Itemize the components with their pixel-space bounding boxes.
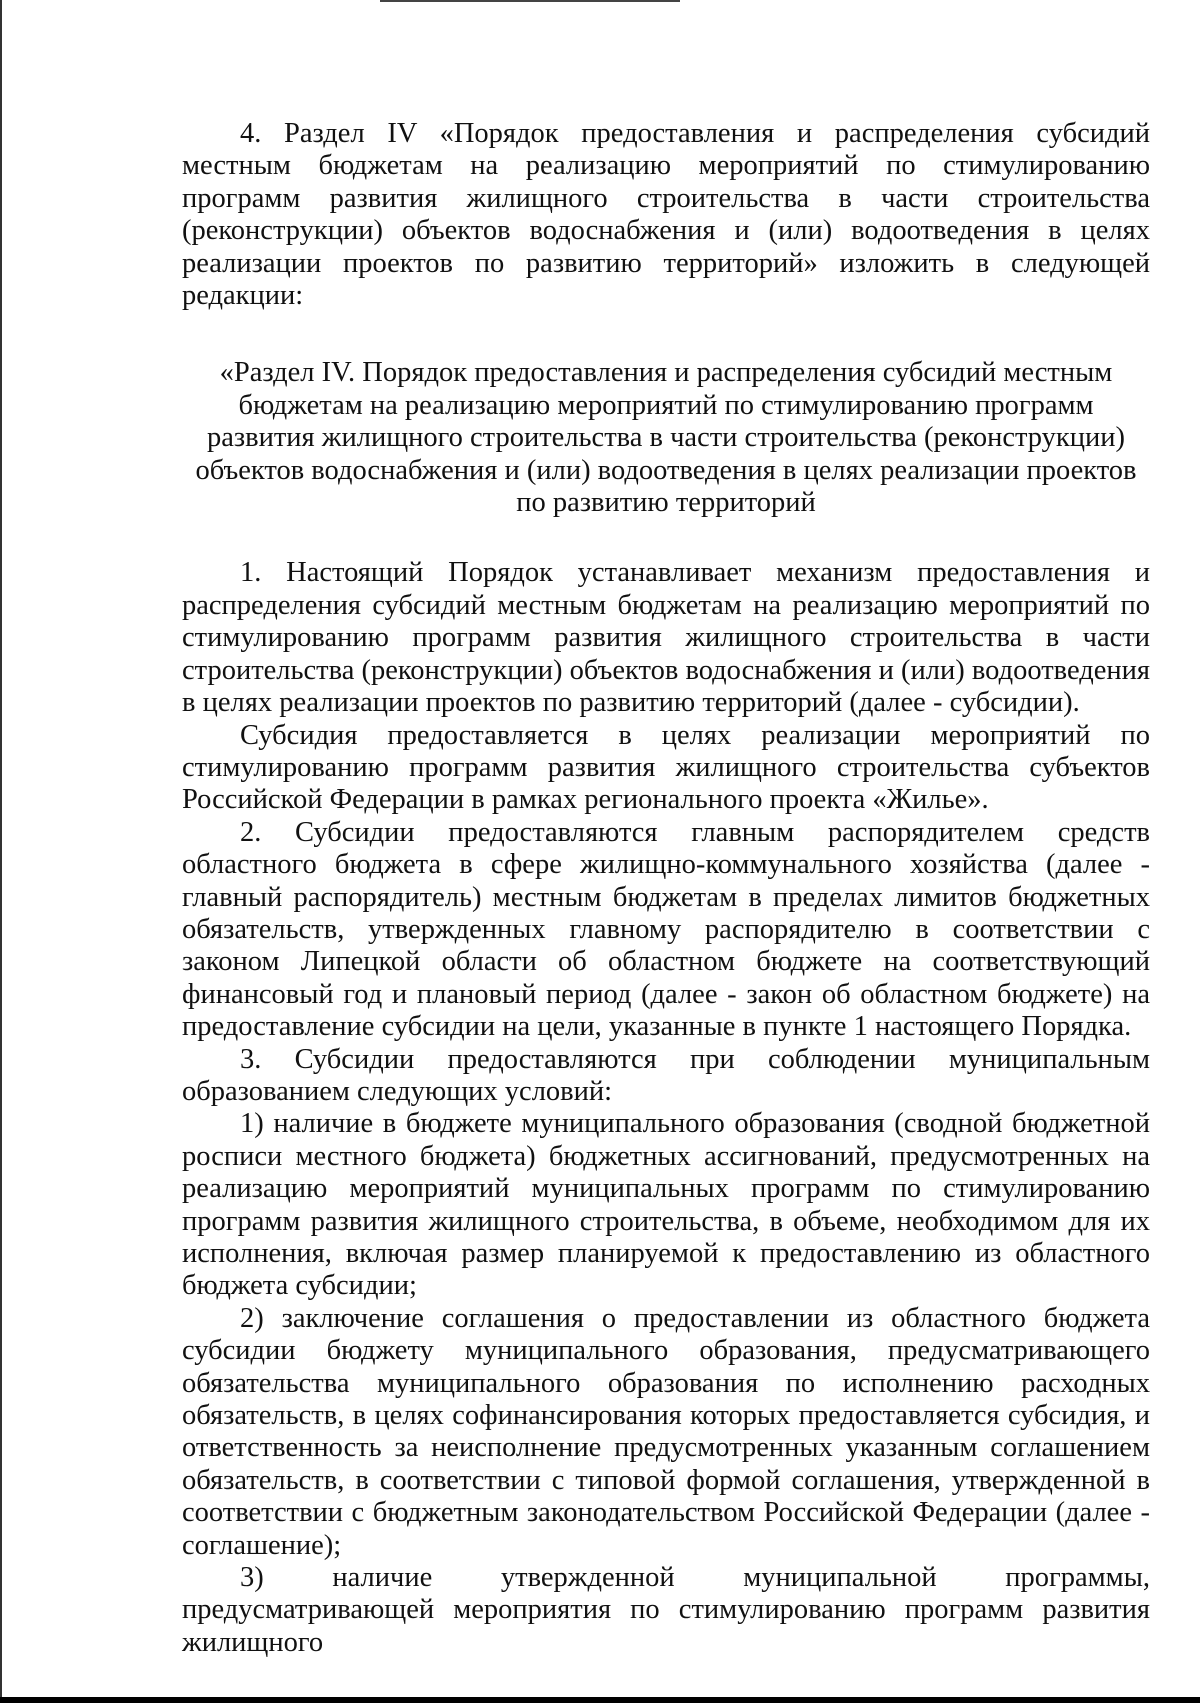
scan-bottom-edge xyxy=(0,1697,1200,1703)
condition-1: 1) наличие в бюджете муниципального образования (сводной бюджетной росписи местного бюджета) бюджетных ассигнований, предусмотренных на реализацию мероприятий муниципальных программ по стимулированию программ развития жилищного строительства, в объеме, необходимом для их исполнения, включая размер планируемой к предоставлению из областного бюджета субсидии; xyxy=(182,1108,1150,1302)
scan-top-line xyxy=(380,0,680,2)
paragraph-subsidy-purpose: Субсидия предоставляется в целях реализации мероприятий по стимулированию программ развития жилищного строительства субъектов Российской Федерации в рамках регионального проекта «Жилье». xyxy=(182,719,1150,816)
intro-paragraph: 4. Раздел IV «Порядок предоставления и распределения субсидий местным бюджетам на реализацию мероприятий по стимулированию программ развития жилищного строительства в части строительства (реконструкции) объектов водоснабжения и (или) водоотведения в целях реализации проектов по развитию территорий» изложить в следующей редакции: xyxy=(182,118,1150,312)
document-page xyxy=(182,118,1150,1659)
section-heading: «Раздел IV. Порядок предоставления и распределения субсидий местным бюджетам на реализацию мероприятий по стимулированию программ развития жилищного строительства в части строительства (реконструкции) объектов водоснабжения и (или) водоотведения в целях реализации проектов по развитию территорий xyxy=(195,357,1137,519)
paragraph-1: 1. Настоящий Порядок устанавливает механизм предоставления и распределения субсидий местным бюджетам на реализацию мероприятий по стимулированию программ развития жилищного строительства в части строительства (реконструкции) объектов водоснабжения и (или) водоотведения в целях реализации проектов по развитию территорий (далее - субсидии). xyxy=(182,557,1150,719)
condition-2: 2) заключение соглашения о предоставлении из областного бюджета субсидии бюджету муниципального образования, предусматривающего обязательства муниципального образования по исполнению расходных обязательств, в целях софинансирования которых предоставляется субсидия, и ответственность за неисполнение предусмотренных указанным соглашением обязательств, в соответствии с типовой формой соглашения, утвержденной в соответствии с бюджетным законодательством Российской Федерации (далее - соглашение); xyxy=(182,1302,1150,1561)
paragraph-2: 2. Субсидии предоставляются главным распорядителем средств областного бюджета в сфере жилищно-коммунального хозяйства (далее - главный распорядитель) местным бюджетам в пределах лимитов бюджетных обязательств, утвержденных главному распорядителю в соответствии с законом Липецкой области об областном бюджете на соответствующий финансовый год и плановый период (далее - закон об областном бюджете) на предоставление субсидии на цели, указанные в пункте 1 настоящего Порядка. xyxy=(182,816,1150,1043)
paragraph-3: 3. Субсидии предоставляются при соблюдении муниципальным образованием следующих условий: xyxy=(182,1043,1150,1107)
condition-3: 3) наличие утвержденной муниципальной программы, предусматривающей мероприятия по стимулированию программ развития жилищного xyxy=(182,1562,1150,1658)
scan-left-edge xyxy=(0,0,2,1703)
